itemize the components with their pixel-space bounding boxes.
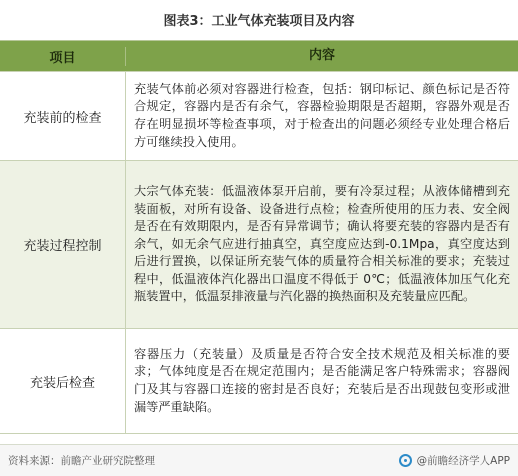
table-row — [0, 161, 518, 329]
brand-logo-icon — [399, 454, 412, 467]
row-content: 大宗气体充装：低温液体泵开启前，要有冷泵过程；从液体储槽到充装面板，对所有设备、设备进行点检；检查所使用的压力表、安全阀是否在有效期限内，是否有异常调节；确认将要充装的容器内是否有余气，如无余气应进行抽真空，真空度应达到-0.1Mpa，真空度达到后进行置换，以保证所充装气体的质量符合相关标准的要求；充装过程中，低温液体汽化器出口温度不得低于 0℃；低温液体加压气化充瓶装置中，低温泵排液量与汽化器的换热面积及充装量应匹配。 — [134, 183, 510, 304]
brand-mark — [399, 453, 510, 468]
footer — [0, 444, 518, 476]
row-item-label: 充装后检查 — [0, 329, 126, 433]
brand-name: @前瞻经济学人APP — [416, 455, 510, 467]
table-row — [0, 72, 518, 161]
chart-title: 图表3：工业气体充装项目及内容 — [163, 14, 355, 29]
header-item: 项目 — [0, 47, 126, 66]
info-table — [0, 40, 518, 434]
row-item-label: 充装过程控制 — [0, 161, 126, 328]
row-item-label: 充装前的检查 — [0, 72, 126, 160]
header-content: 内容 — [308, 48, 335, 64]
row-content: 容器压力（充装量）及质量是否符合安全技术规范及相关标准的要求；气体纯度是否在规定范围内；是否能满足客户特殊需求；容器阀门及其与容器口连接的密封是否良好；充装后是否出现鼓包变形或泄漏等严重缺陷。 — [134, 346, 510, 414]
table-header-row — [0, 41, 518, 72]
source-note: 资料来源：前瞻产业研究院整理 — [8, 455, 155, 467]
row-content: 充装气体前必须对容器进行检查，包括：钢印标记、颜色标记是否符合规定，容器内是否有余气，容器检验期限是否超期，容器外观是否存在明显损坏等检查事项，对于检查出的问题必须经专业处理合格后方可继续投入使用。 — [134, 81, 510, 149]
table-row — [0, 329, 518, 434]
